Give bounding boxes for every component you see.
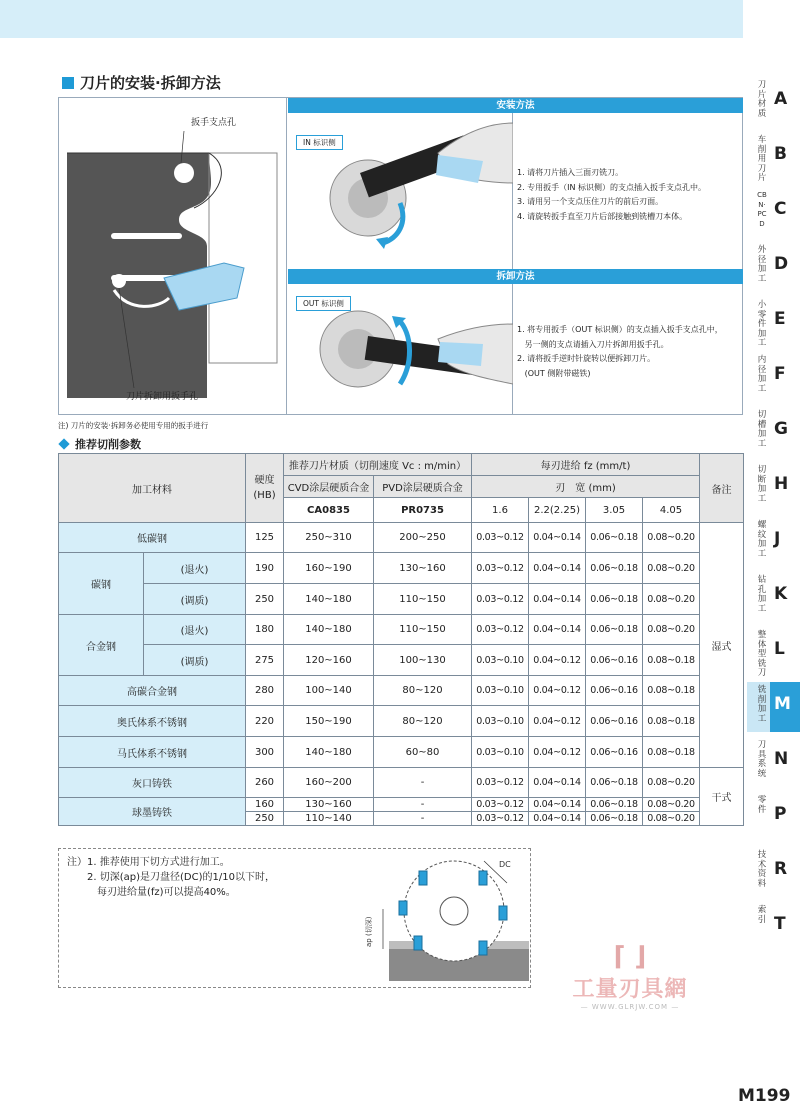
- feed-cell: 0.06~0.16: [586, 645, 643, 676]
- remove-header: 拆卸方法: [288, 269, 743, 284]
- hb-cell: 220: [246, 706, 284, 737]
- hb-cell: 180: [246, 615, 284, 645]
- down-cut-diagram: [359, 851, 529, 985]
- index-tab-label: 索引: [757, 905, 767, 925]
- watermark-url: — WWW.GLRJW.COM —: [580, 1003, 680, 1011]
- index-tab-f[interactable]: [743, 352, 800, 407]
- table-row: [59, 768, 744, 798]
- index-tab-t[interactable]: [743, 902, 800, 957]
- index-tab-e[interactable]: [743, 297, 800, 352]
- feed-cell: 0.08~0.20: [643, 553, 700, 584]
- install-illustration: [288, 113, 513, 269]
- feed-cell: 0.08~0.20: [643, 615, 700, 645]
- watermark-logo-icon: ⌈ ⌋: [613, 942, 647, 972]
- width-col: 1.6: [472, 498, 529, 523]
- diamond-bullet-icon: [58, 438, 69, 449]
- wrench-hole-label: 扳手支点孔: [191, 118, 237, 128]
- index-tab-letter: H: [774, 474, 789, 494]
- remove-step: 1. 将专用扳手（OUT 标识侧）的支点插入扳手支点孔中，: [517, 325, 723, 334]
- cutting-params-table: [58, 453, 744, 826]
- index-tab-d[interactable]: [743, 242, 800, 297]
- index-tab-letter: T: [774, 914, 786, 934]
- index-tab-label: 螺纹加工: [757, 520, 767, 559]
- install-remove-panel: [58, 97, 743, 415]
- index-tab-label: 切断加工: [757, 465, 767, 504]
- pvd-cell: 130~160: [374, 553, 472, 584]
- material-sub-cell: (调质): [144, 645, 246, 676]
- remarks-header: 备注: [700, 454, 744, 523]
- table-row: [59, 553, 744, 584]
- feed-cell: 0.03~0.10: [472, 737, 529, 768]
- feed-cell: 0.08~0.20: [643, 812, 700, 826]
- material-cell: 灰口铸铁: [59, 768, 246, 798]
- remark-dry: 干式: [700, 768, 744, 826]
- feed-cell: 0.03~0.10: [472, 645, 529, 676]
- feed-cell: 0.06~0.16: [586, 676, 643, 706]
- index-tab-letter: M: [774, 694, 791, 714]
- index-tab-label: 刀具系统: [757, 740, 767, 779]
- cutter-body-illustration: [59, 98, 287, 414]
- index-tab-label: 刀片材质: [757, 80, 767, 119]
- page-number: M199: [738, 1086, 791, 1106]
- cvd-header: CVD涂层硬质合金: [284, 476, 374, 498]
- feed-cell: 0.04~0.14: [529, 615, 586, 645]
- table-row: [59, 615, 744, 645]
- feed-cell: 0.03~0.12: [472, 553, 529, 584]
- watermark: [540, 942, 720, 1011]
- install-step: 1. 请将刀片插入三面刃铣刀。: [517, 168, 624, 177]
- pvd-cell: 100~130: [374, 645, 472, 676]
- cvd-cell: 110~140: [284, 812, 374, 826]
- cvd-cell: 100~140: [284, 676, 374, 706]
- material-header: 加工材料: [59, 454, 246, 523]
- side-index: [743, 77, 800, 957]
- pvd-cell: -: [374, 798, 472, 812]
- index-tab-g[interactable]: [743, 407, 800, 462]
- remove-steps: [517, 323, 723, 381]
- feed-cell: 0.06~0.18: [586, 523, 643, 553]
- install-step: 2. 专用扳手（IN 标识侧）的支点插入扳手支点孔中。: [517, 182, 707, 192]
- material-group-cell: 碳钢: [59, 553, 144, 615]
- index-tab-letter: L: [774, 639, 785, 659]
- hb-cell: 125: [246, 523, 284, 553]
- cvd-cell: 160~190: [284, 553, 374, 584]
- feed-cell: 0.04~0.14: [529, 584, 586, 615]
- index-tab-n[interactable]: [743, 737, 800, 792]
- feed-cell: 0.04~0.12: [529, 645, 586, 676]
- pvd-cell: -: [374, 768, 472, 798]
- table-row: [59, 584, 744, 615]
- material-cell: 马氏体系不锈钢: [59, 737, 246, 768]
- material-sub-cell: (退火): [144, 615, 246, 645]
- index-tab-letter: J: [774, 529, 781, 549]
- index-tab-letter: R: [774, 859, 788, 879]
- index-tab-label: 整体型铣刀: [757, 630, 767, 678]
- material-cell: 球墨铸铁: [59, 798, 246, 826]
- index-tab-label: 钻孔加工: [757, 575, 767, 614]
- hb-cell: 250: [246, 584, 284, 615]
- feed-cell: 0.06~0.18: [586, 812, 643, 826]
- feed-cell: 0.03~0.10: [472, 706, 529, 737]
- index-tab-letter: E: [774, 309, 786, 329]
- material-sub-cell: (退火): [144, 553, 246, 584]
- index-tab-m[interactable]: [743, 682, 800, 737]
- feed-cell: 0.04~0.14: [529, 768, 586, 798]
- index-tab-label: 切槽加工: [757, 410, 767, 449]
- feed-cell: 0.03~0.12: [472, 798, 529, 812]
- pvd-cell: 200~250: [374, 523, 472, 553]
- table-row: [59, 523, 744, 553]
- feed-cell: 0.08~0.18: [643, 676, 700, 706]
- hb-cell: 275: [246, 645, 284, 676]
- feed-cell: 0.04~0.12: [529, 737, 586, 768]
- width-col: 2.2(2.25): [529, 498, 586, 523]
- pvd-cell: 80~120: [374, 706, 472, 737]
- note-line: 2. 切深(ap)是刀盘径(DC)的1/10以下时，: [67, 872, 275, 883]
- index-tab-label: 外径加工: [757, 245, 767, 284]
- cvd-cell: 150~190: [284, 706, 374, 737]
- index-tab-letter: C: [774, 199, 787, 219]
- hb-cell: 190: [246, 553, 284, 584]
- feed-cell: 0.04~0.12: [529, 676, 586, 706]
- note-line: 每刃进给量(fz)可以提高40%。: [67, 887, 236, 898]
- feed-cell: 0.08~0.20: [643, 584, 700, 615]
- hb-cell: 280: [246, 676, 284, 706]
- table-row: [59, 737, 744, 768]
- index-tab-b[interactable]: [743, 132, 800, 187]
- section-title: 刀片的安装·拆卸方法: [62, 72, 221, 93]
- cvd-cell: 120~160: [284, 645, 374, 676]
- feed-cell: 0.06~0.16: [586, 706, 643, 737]
- width-header: 刃 宽 (mm): [472, 476, 700, 498]
- pvd-cell: -: [374, 812, 472, 826]
- index-tab-letter: B: [774, 144, 787, 164]
- hb-cell: 300: [246, 737, 284, 768]
- install-steps: [517, 166, 706, 224]
- insert-diagram: [59, 98, 287, 414]
- feed-cell: 0.04~0.14: [529, 798, 586, 812]
- width-col: 3.05: [586, 498, 643, 523]
- table-row: [59, 706, 744, 737]
- hb-cell: 260: [246, 768, 284, 798]
- feed-cell: 0.04~0.14: [529, 523, 586, 553]
- feed-cell: 0.06~0.18: [586, 798, 643, 812]
- feed-cell: 0.08~0.20: [643, 768, 700, 798]
- feed-cell: 0.08~0.20: [643, 798, 700, 812]
- hb-cell: 250: [246, 812, 284, 826]
- material-group-cell: 合金钢: [59, 615, 144, 676]
- cvd-cell: 130~160: [284, 798, 374, 812]
- index-tab-letter: A: [774, 89, 788, 109]
- note-line: 注）1. 推荐使用下切方式进行加工。: [67, 857, 230, 868]
- index-tab-label: 技术资料: [757, 850, 767, 889]
- cvd-cell: 140~180: [284, 584, 374, 615]
- feed-cell: 0.06~0.18: [586, 553, 643, 584]
- index-tab-l[interactable]: [743, 627, 800, 682]
- feed-cell: 0.03~0.12: [472, 523, 529, 553]
- grade-group-header: 推荐刀片材质（切削速度 Vc : m/min）: [284, 454, 472, 476]
- feed-cell: 0.04~0.14: [529, 812, 586, 826]
- top-banner: [0, 0, 743, 38]
- index-tab-label: 铣削加工: [757, 685, 767, 724]
- index-tab-letter: K: [774, 584, 788, 604]
- pvd-cell: 110~150: [374, 584, 472, 615]
- table-row: [59, 645, 744, 676]
- index-tab-h[interactable]: [743, 462, 800, 517]
- remove-step: (OUT 侧附带磁铁): [517, 368, 591, 378]
- index-tab-letter: F: [774, 364, 786, 384]
- material-sub-cell: (调质): [144, 584, 246, 615]
- index-tab-letter: D: [774, 254, 789, 274]
- feed-cell: 0.06~0.16: [586, 737, 643, 768]
- square-bullet-icon: [62, 77, 74, 89]
- table-row: [59, 676, 744, 706]
- pvd-cell: 80~120: [374, 676, 472, 706]
- ap-label: ap (切深): [365, 916, 373, 947]
- width-col: 4.05: [643, 498, 700, 523]
- index-tab-letter: P: [774, 804, 787, 824]
- pvd-grade: PR0735: [374, 498, 472, 523]
- removal-hole-label: 刀片拆卸用扳手孔: [126, 392, 199, 402]
- index-tab-label: 小零件加工: [757, 300, 767, 348]
- index-tab-r[interactable]: [743, 847, 800, 902]
- out-side-tag: OUT 标识侧: [296, 296, 351, 311]
- index-tab-j[interactable]: [743, 517, 800, 572]
- cvd-cell: 250~310: [284, 523, 374, 553]
- index-tab-label: 车削用刀片: [757, 135, 767, 183]
- feed-cell: 0.06~0.18: [586, 584, 643, 615]
- remove-step: 另一侧的支点请插入刀片拆卸用扳手孔。: [517, 339, 669, 349]
- index-tab-label: 零件: [757, 795, 767, 815]
- table-row: [59, 798, 744, 812]
- feed-cell: 0.03~0.12: [472, 615, 529, 645]
- feed-cell: 0.08~0.18: [643, 737, 700, 768]
- feed-cell: 0.08~0.18: [643, 706, 700, 737]
- hb-cell: 160: [246, 798, 284, 812]
- cvd-grade: CA0835: [284, 498, 374, 523]
- feed-cell: 0.03~0.12: [472, 768, 529, 798]
- index-tab-k[interactable]: [743, 572, 800, 627]
- cvd-cell: 140~180: [284, 615, 374, 645]
- feed-group-header: 每刃进给 fz (mm/t): [472, 454, 700, 476]
- material-cell: 奥氏体系不锈钢: [59, 706, 246, 737]
- install-step: 4. 请旋转扳手直至刀片后部接触到铣槽刀本体。: [517, 211, 688, 221]
- feed-cell: 0.08~0.20: [643, 523, 700, 553]
- feed-cell: 0.03~0.12: [472, 584, 529, 615]
- index-tab-label: 内径加工: [757, 355, 767, 394]
- notes-box: [58, 848, 531, 988]
- install-header: 安装方法: [288, 98, 743, 113]
- index-tab-letter: G: [774, 419, 788, 439]
- params-title: 推荐切削参数: [60, 436, 141, 452]
- index-tab-c[interactable]: [743, 187, 800, 242]
- index-tab-p[interactable]: [743, 792, 800, 847]
- cvd-cell: 140~180: [284, 737, 374, 768]
- index-tab-letter: N: [774, 749, 789, 769]
- index-tab-label: CBN·PCD: [757, 191, 767, 228]
- in-side-tag: IN 标识侧: [296, 135, 343, 150]
- cvd-cell: 160~200: [284, 768, 374, 798]
- watermark-text: 工量刃具網: [572, 977, 688, 1002]
- remark-wet: 湿式: [700, 523, 744, 768]
- material-cell: 低碳钢: [59, 523, 246, 553]
- feed-cell: 0.06~0.18: [586, 615, 643, 645]
- index-tab-a[interactable]: [743, 77, 800, 132]
- remove-illustration: [288, 284, 513, 414]
- feed-cell: 0.03~0.12: [472, 812, 529, 826]
- material-cell: 高碳合金钢: [59, 676, 246, 706]
- pvd-cell: 60~80: [374, 737, 472, 768]
- feed-cell: 0.06~0.18: [586, 768, 643, 798]
- feed-cell: 0.08~0.18: [643, 645, 700, 676]
- install-step: 3. 请用另一个支点压住刀片的前后刃面。: [517, 197, 664, 206]
- feed-cell: 0.04~0.14: [529, 553, 586, 584]
- hardness-header: 硬度 (HB): [246, 454, 284, 523]
- pvd-header: PVD涂层硬质合金: [374, 476, 472, 498]
- remove-step: 2. 请将扳手逆时针旋转以便拆卸刀片。: [517, 354, 656, 363]
- dc-label: DC: [499, 860, 511, 869]
- install-note: 注) 刀片的安装·拆卸务必使用专用的扳手进行: [58, 421, 209, 430]
- feed-cell: 0.03~0.10: [472, 676, 529, 706]
- feed-cell: 0.04~0.12: [529, 706, 586, 737]
- pvd-cell: 110~150: [374, 615, 472, 645]
